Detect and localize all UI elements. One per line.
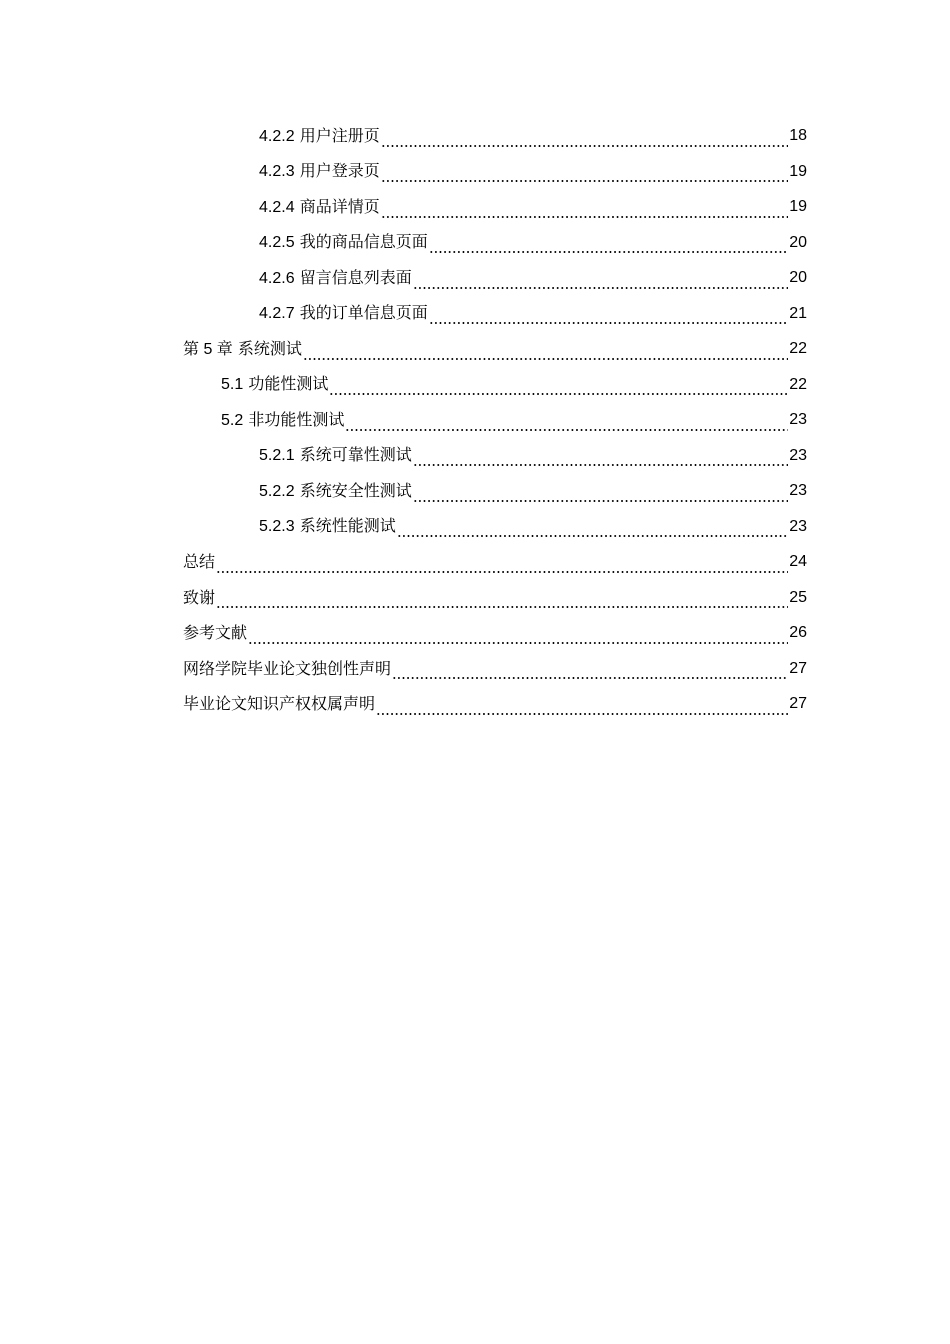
toc-entry-title: [259, 295, 428, 332]
toc-entry[interactable]: [183, 402, 807, 438]
toc-entry[interactable]: [183, 580, 807, 616]
toc-entry-number: 5.2.2: [259, 482, 295, 500]
toc-entry-number: 5.2.3: [259, 518, 295, 535]
toc-entry[interactable]: [183, 189, 807, 225]
toc-entry-page-number: 26: [789, 624, 807, 641]
toc-entry-number: 5.1: [221, 376, 244, 393]
toc-entry-title: [183, 544, 215, 580]
toc-entry-number: 4.2.5: [259, 234, 295, 251]
toc-dot-leader: [413, 487, 789, 503]
toc-entry-label: 非功能性测试: [248, 409, 345, 429]
toc-entry[interactable]: [183, 118, 807, 154]
toc-entry[interactable]: [183, 296, 807, 332]
toc-entry[interactable]: [183, 473, 807, 509]
toc-dot-leader: [376, 700, 788, 716]
toc-dot-leader: [329, 380, 788, 396]
toc-dot-leader: [392, 664, 788, 680]
toc-entry[interactable]: [183, 260, 807, 296]
toc-dot-leader: [216, 558, 788, 574]
toc-entry-page-number: 20: [789, 233, 807, 251]
toc-entry-page-number: 19: [789, 162, 807, 180]
toc-entry-title: [221, 366, 328, 403]
toc-entry-title: [259, 508, 396, 545]
toc-entry-page-number: 23: [789, 482, 807, 499]
toc-entry-page-number: 23: [789, 446, 807, 464]
toc-entry-title: [259, 224, 428, 261]
toc-dot-leader: [413, 274, 789, 290]
toc-entry-label: 毕业论文知识产权权属声明: [183, 694, 376, 713]
toc-entry-page-number: 18: [789, 127, 807, 144]
toc-entry-label: 总结: [183, 552, 216, 571]
toc-entry-page-number: 22: [789, 340, 807, 357]
toc-entry-label: 功能性测试: [248, 374, 329, 393]
toc-dot-leader: [429, 238, 789, 254]
toc-entry-title: [183, 651, 391, 687]
toc-entry-title: [259, 189, 380, 226]
toc-entry-label: 我的商品信息页面: [299, 232, 428, 251]
toc-dot-leader: [248, 629, 788, 645]
toc-entry-number: 4.2.6: [259, 269, 295, 287]
toc-entry[interactable]: [183, 367, 807, 403]
toc-entry-label: 系统测试: [237, 338, 302, 358]
toc-entry-number: 4.2.4: [259, 198, 295, 216]
toc-entry-title: [259, 153, 380, 190]
toc-entry-label: 系统安全性测试: [299, 480, 412, 500]
toc-entry-page-number: 23: [789, 517, 807, 535]
toc-entry-title: [221, 402, 344, 439]
toc-entry-label: 参考文献: [183, 623, 248, 642]
toc-entry-page-number: 22: [789, 375, 807, 393]
toc-entry-title: [259, 473, 412, 510]
toc-dot-leader: [381, 167, 789, 183]
toc-entry-number: 5.2.1: [259, 447, 295, 464]
toc-entry-title: [183, 686, 375, 722]
toc-entry-label: 系统可靠性测试: [299, 445, 412, 464]
toc-entry-page-number: 23: [789, 411, 807, 428]
toc-entry[interactable]: [183, 331, 807, 367]
toc-dot-leader: [381, 132, 789, 148]
toc-entry-title: [259, 118, 380, 155]
toc-entry-page-number: 24: [789, 553, 807, 570]
toc-entry-label: 用户注册页: [299, 125, 380, 145]
toc-entry-number: 4.2.3: [259, 163, 295, 180]
toc-entry[interactable]: [183, 686, 807, 722]
toc-entry-title: [259, 260, 412, 297]
toc-entry-label: 我的订单信息页面: [299, 303, 428, 322]
toc-entry-page-number: 19: [789, 198, 807, 215]
toc-entry[interactable]: [183, 509, 807, 545]
toc-entry-label: 用户登录页: [299, 161, 380, 180]
toc-entry-label: 网络学院毕业论文独创性声明: [183, 658, 392, 678]
toc-entry-page-number: 27: [789, 695, 807, 712]
toc-entry-page-number: 20: [789, 269, 807, 286]
toc-entry[interactable]: [183, 225, 807, 261]
toc-dot-leader: [397, 522, 789, 538]
toc-entry[interactable]: [183, 154, 807, 190]
toc-dot-leader: [303, 345, 788, 361]
toc-entry-page-number: 27: [789, 659, 807, 677]
toc-entry[interactable]: [183, 438, 807, 474]
toc-dot-leader: [413, 451, 789, 467]
toc-dot-leader: [429, 309, 789, 325]
toc-dot-leader: [216, 593, 788, 609]
toc-entry[interactable]: [183, 544, 807, 580]
toc-entry-number: 5.2: [221, 411, 244, 429]
toc-dot-leader: [381, 203, 789, 219]
toc-entry-number: 第 5 章: [183, 340, 233, 358]
toc-entry-page-number: 21: [789, 304, 807, 322]
toc-entry-title: [183, 615, 247, 651]
toc-entry-label: 致谢: [183, 587, 216, 607]
toc-entry-title: [183, 580, 215, 616]
table-of-contents: [183, 118, 807, 722]
toc-entry[interactable]: [183, 615, 807, 651]
toc-entry-title: [259, 437, 412, 474]
toc-entry-page-number: 25: [789, 588, 807, 606]
toc-entry-label: 商品详情页: [299, 196, 380, 216]
toc-entry-title: [183, 331, 302, 368]
toc-entry-label: 系统性能测试: [299, 516, 396, 535]
toc-entry-number: 4.2.2: [259, 127, 295, 145]
toc-dot-leader: [345, 416, 788, 432]
toc-entry-number: 4.2.7: [259, 305, 295, 322]
toc-entry-label: 留言信息列表面: [299, 267, 412, 287]
toc-entry[interactable]: [183, 651, 807, 687]
